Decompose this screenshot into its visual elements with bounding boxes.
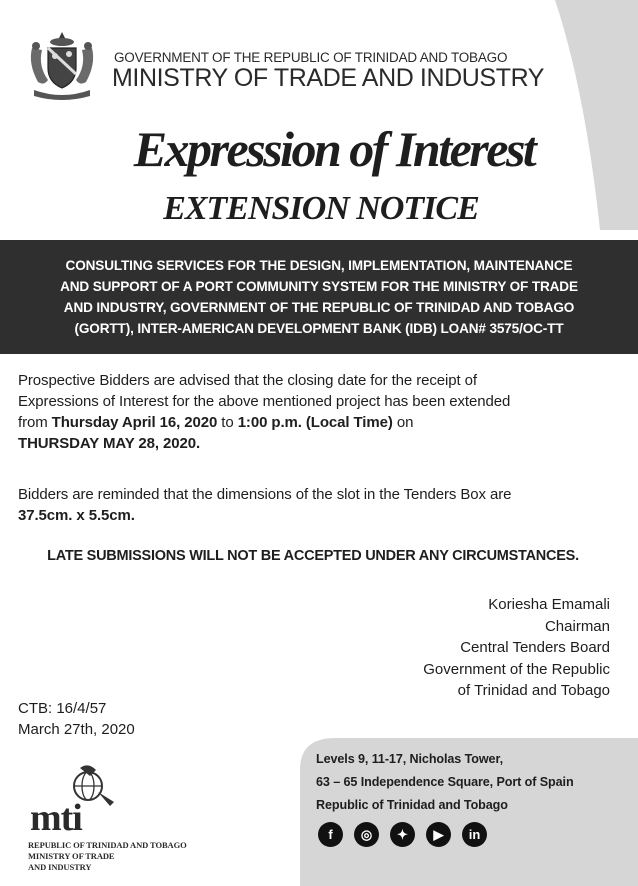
banner-line: CONSULTING SERVICES FOR THE DESIGN, IMPLEMENTATION, MAINTENANCE [65,258,573,273]
facebook-icon[interactable]: f [318,822,343,847]
address-block [316,748,574,817]
dimensions-paragraph [18,484,618,526]
paragraph-line [18,433,618,454]
mti-caption [28,840,187,873]
text-fragment: from [18,414,52,431]
board-name: Central Tenders Board [460,639,610,656]
social-icons [318,822,487,847]
youtube-icon[interactable]: ▶ [426,822,451,847]
new-closing-date: THURSDAY MAY 28, 2020. [18,435,201,452]
project-banner [0,240,638,354]
banner-line: AND SUPPORT OF A PORT COMMUNITY SYSTEM FOR THE MINISTRY OF TRADE [60,279,578,294]
paragraph-line: Prospective Bidders are advised that the closing date for the receipt of [18,372,477,389]
late-submission-notice: LATE SUBMISSIONS WILL NOT BE ACCEPTED UNDER ANY CIRCUMSTANCES. [47,548,579,564]
address-line: Levels 9, 11-17, Nicholas Tower, [316,752,503,766]
address-line: Republic of Trinidad and Tobago [316,798,508,812]
instagram-icon[interactable]: ◎ [354,822,379,847]
paragraph-line: Bidders are reminded that the dimensions of the slot in the Tenders Box are [18,486,512,503]
twitter-icon[interactable]: ✦ [390,822,415,847]
org-line: Government of the Republic [423,660,610,678]
paragraph-line [18,505,618,526]
old-closing-date: Thursday April 16, 2020 [51,414,218,431]
address-line: 63 – 65 Independence Square, Port of Spain [316,775,574,789]
ministry-line: MINISTRY OF TRADE AND INDUSTRY [112,64,545,92]
banner-line: (GORTT), INTER-AMERICAN DEVELOPMENT BANK (IDB) LOAN# 3575/OC-TT [74,321,564,336]
notice-date: March 27th, 2020 [18,721,135,738]
slot-dimensions: 37.5cm. x 5.5cm. [18,507,135,524]
caption-line: MINISTRY OF TRADE [28,851,115,861]
paragraph-line [18,412,618,433]
signature-block [423,594,610,702]
closing-time: 1:00 p.m. (Local Time) [237,414,393,431]
closing-date-paragraph [18,370,618,454]
caption-line: AND INDUSTRY [28,862,92,872]
banner-text [6,255,632,339]
page-subtitle: EXTENSION NOTICE [163,190,479,227]
text-fragment: on [392,414,414,431]
reference-block [18,698,135,740]
linkedin-icon[interactable]: in [462,822,487,847]
coat-of-arms-icon [24,28,100,100]
signatory-name: Koriesha Emamali [488,596,610,613]
banner-line: AND INDUSTRY, GOVERNMENT OF THE REPUBLIC OF TRINIDAD AND TOBAGO [63,300,575,315]
text-fragment: to [217,414,238,431]
org-line: of Trinidad and Tobago [457,682,610,699]
ctb-reference: CTB: 16/4/57 [18,700,107,717]
signatory-title: Chairman [544,617,610,635]
caption-line: REPUBLIC OF TRINIDAD AND TOBAGO [28,840,187,850]
page-title: Expression of Interest [133,121,535,177]
government-line: GOVERNMENT OF THE REPUBLIC OF TRINIDAD AND TOBAGO [114,50,508,65]
paragraph-line: Expressions of Interest for the above mentioned project has been extended [18,393,511,410]
mti-wordmark: mti [30,797,82,839]
